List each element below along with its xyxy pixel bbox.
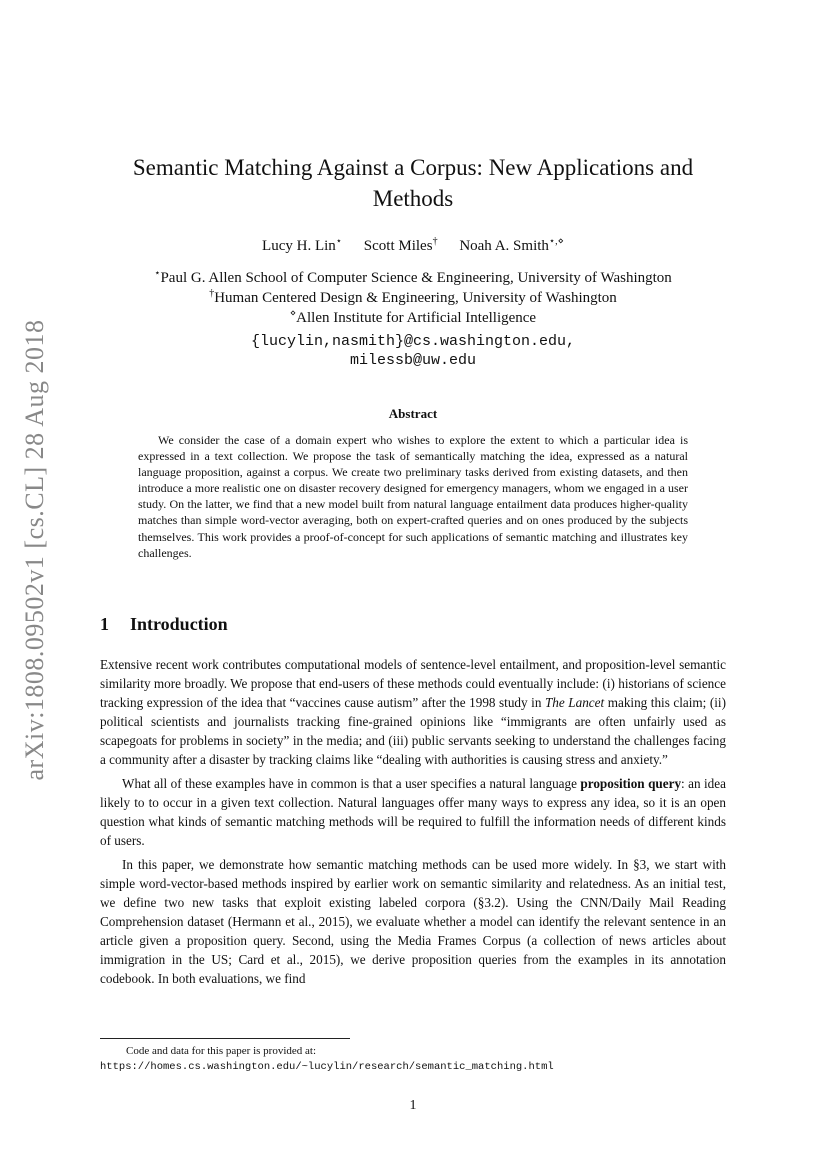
abstract-text: We consider the case of a domain expert who wishes to explore the extent to which a particular idea is expressed in a text collection. We propose the task of semantically matching the idea, expressed as a natural language proposition, against a corpus. We create two preliminary tasks derived from existing datasets, and then introduce a more realistic one on disaster recovery designed for emergency managers, whom we engaged in a user study. On the latter, we find that a new model built from natural language entailment data produces higher-quality matches than simple word-vector averaging, both on expert-crafted queries and on ones produced by the subjects themselves. This work provides a proof-of-concept for such applications of semantic matching and illustrates key challenges. [138, 433, 688, 560]
footnote-url[interactable]: https://homes.cs.washington.edu/~lucylin/research/semantic_matching.html [100, 1061, 554, 1073]
email-line-2: milessb@uw.edu [349, 352, 477, 369]
title-line-1: Semantic Matching Against a Corpus: New Applications and [132, 155, 694, 180]
email-line-1: {lucylin,nasmith}@cs.washington.edu, [250, 333, 576, 350]
author-emails [100, 332, 726, 370]
section-number: 1 [100, 614, 109, 634]
bold-term: proposition query [580, 776, 682, 791]
author: Lucy H. Lin⋆ [262, 236, 343, 254]
italic-citation: The Lancet [544, 695, 605, 710]
affiliation: ⋆Paul G. Allen School of Computer Science & Engineering, University of Washington [154, 268, 672, 286]
arxiv-stamp [18, 319, 52, 781]
title-line-2: Methods [372, 186, 454, 211]
paragraph: Extensive recent work contributes computational models of sentence-level entailment, and proposition-level semantic similarity more broadly. We propose that end-users of these methods could eventually include: (i) historians of science tracking expression of the idea that “vaccines cause autism” after the 1998 study in The Lancet making this claim; (ii) political scientists and journalists tracking fine-grained opinions like “immigrants are often unfairly used as scapegoats for problems in society” in the media; and (iii) public servants seeking to understand the challenges facing a community after a disaster by tracking claims like “dealing with authorities is causing stress and anxiety.” [100, 657, 726, 767]
author-list [100, 236, 726, 255]
arxiv-id: arXiv:1808.09502v1 [cs.CL] 28 Aug 2018 [20, 319, 49, 781]
section-heading [100, 614, 228, 635]
author: Scott Miles† [363, 236, 438, 254]
paper-title [100, 152, 726, 214]
footnote-divider [100, 1038, 350, 1039]
page-number: 1 [409, 1098, 417, 1113]
footnote [100, 1043, 726, 1075]
affiliation: ⋄Allen Institute for Artificial Intelligence [289, 308, 537, 326]
abstract-heading: Abstract [388, 406, 438, 421]
body-text [100, 655, 726, 993]
footnote-text: Code and data for this paper is provided at: [126, 1045, 317, 1057]
section-title: Introduction [130, 614, 228, 634]
paragraph: What all of these examples have in common is that a user specifies a natural language proposition query: an idea likely to to occur in a given text collection. Natural languages offer many ways to express any idea, so it is an open question what kinds of semantic matching methods will be required to fulfill the information needs of different kinds of users. [100, 776, 726, 848]
paragraph: In this paper, we demonstrate how semantic matching methods can be used more widely. In §3, we start with simple word-vector-based methods inspired by earlier work on semantic similarity and relatedness. As an initial test, we define two new tasks that exploit existing labeled corpora (§3.2). Using the CNN/Daily Mail Reading Comprehension dataset (Hermann et al., 2015), we evaluate whether a model can identify the relevant sentence in an article given a proposition query. Second, using the Media Frames Corpus (a collection of news articles about immigration in the US; Card et al., 2015), we derive proposition queries from the examples in its annotation codebook. In both evaluations, we find [100, 857, 726, 986]
author: Noah A. Smith⋆,⋄ [459, 236, 564, 254]
affiliation: †Human Centered Design & Engineering, University of Washington [209, 288, 617, 306]
